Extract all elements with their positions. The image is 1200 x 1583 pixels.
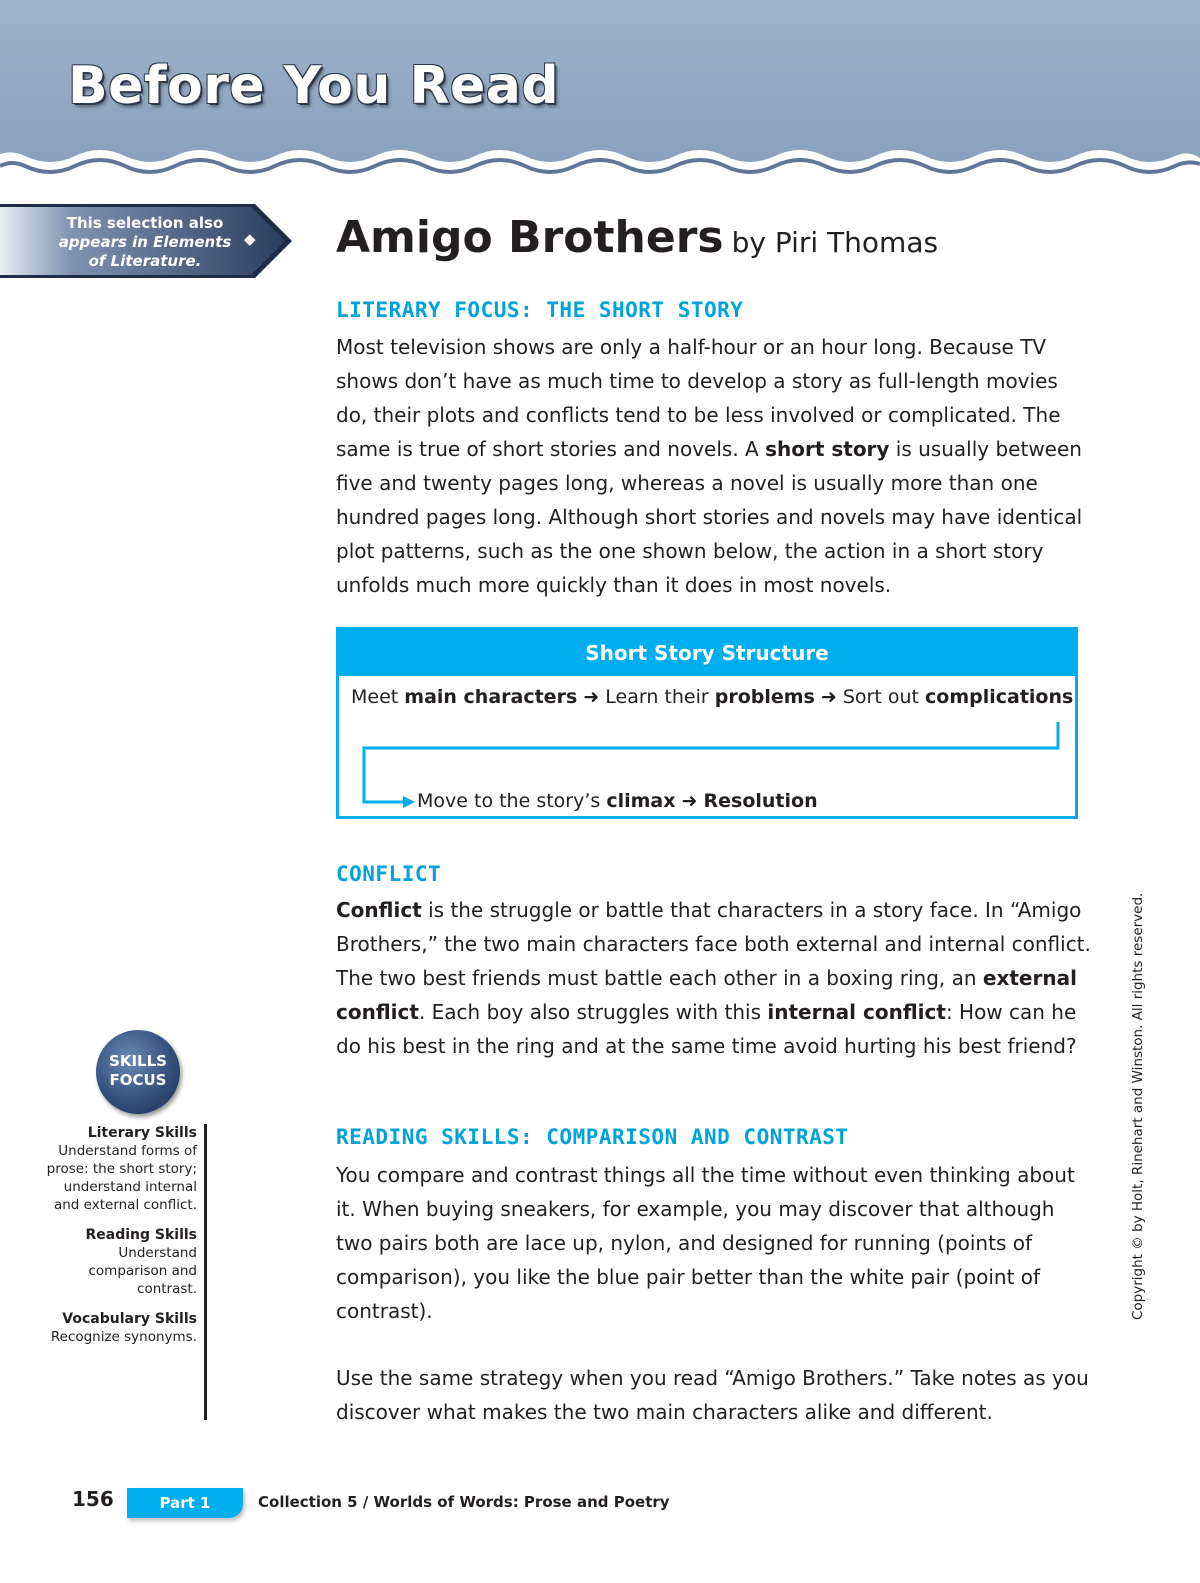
conflict-text-3: : How can he do his best in the ring and at the same time avoid hurting his best friend?: [336, 1000, 1077, 1058]
conflict-text-1: is the struggle or battle that characters in a story face. In “Amigo Brothers,” the two main characters face both external and internal conflict. The two best friends must battle each other in a boxing ring, an: [336, 898, 1091, 990]
title-author: by Piri Thomas: [731, 226, 939, 259]
literary-focus-body: [336, 330, 1091, 602]
skill-reading: [40, 1226, 204, 1298]
skill-title: Literary Skills: [87, 1125, 197, 1141]
page-banner: [0, 0, 1200, 200]
tab-line-3: of Literature.: [88, 252, 202, 270]
row1-text-4: ➜ Sort out: [814, 686, 925, 708]
skills-list: [40, 1124, 207, 1420]
reading-skills-text-1: You compare and contrast things all the time without even thinking about it. When buying sneakers, for example, you may discover that although two pairs both are lace up, nylon, and designed for running (points of comparison), you like the blue pair better than the white pair (point of contrast).: [336, 1163, 1075, 1323]
banner-title: Before You Read: [68, 56, 560, 116]
structure-heading: Short Story Structure: [339, 630, 1075, 676]
skill-description: Recognize synonyms.: [50, 1329, 197, 1345]
selection-title: [336, 212, 938, 263]
title-main: Amigo Brothers: [336, 212, 724, 263]
row1-bold-complications: complications: [925, 686, 1074, 708]
part-tab: Part 1: [127, 1488, 243, 1518]
skill-literary: [40, 1124, 204, 1214]
literary-focus-text-2: is usually between five and twenty pages long, whereas a novel is usually more than one hundred pages long. Although short stories and novels may have identical plot patterns, such as the one shown below, the action in a short story unfolds much more quickly than it does in most novels.: [336, 437, 1083, 597]
row2-bold-resolution: Resolution: [703, 790, 818, 812]
literary-focus-heading: LITERARY FOCUS: THE SHORT STORY: [336, 298, 744, 322]
skill-title: Reading Skills: [85, 1227, 197, 1243]
literary-focus-term: short story: [765, 437, 890, 461]
row1-text-0: Meet: [351, 686, 405, 708]
structure-row-1: [351, 686, 1073, 708]
also-appears-text: [50, 214, 240, 271]
internal-conflict-term: internal conflict: [767, 1000, 946, 1024]
structure-row-2: [417, 790, 818, 812]
reading-skills-heading: READING SKILLS: COMPARISON AND CONTRAST: [336, 1125, 849, 1149]
conflict-term: Conflict: [336, 898, 422, 922]
tab-line-1: This selection also: [66, 214, 224, 232]
external-conflict-term: external conflict: [336, 966, 1077, 1024]
row1-bold-main-characters: main characters: [404, 686, 578, 708]
conflict-body: [336, 893, 1091, 1063]
skills-focus-badge-text: [96, 1052, 180, 1090]
row1-bold-problems: problems: [714, 686, 815, 708]
row2-bold-climax: climax: [606, 790, 676, 812]
skill-description: Understand forms of prose: the short story; understand internal and external conflict.: [46, 1143, 197, 1213]
row1-text-2: ➜ Learn their: [577, 686, 715, 708]
row2-arrow: ➜: [675, 790, 704, 812]
skill-title: Vocabulary Skills: [62, 1311, 197, 1327]
skill-description: Understand comparison and contrast.: [88, 1245, 197, 1297]
skills-focus-badge: [96, 1030, 180, 1114]
badge-line-2: FOCUS: [109, 1071, 167, 1089]
page-number: 156: [72, 1487, 114, 1511]
conflict-text-2: . Each boy also struggles with this: [418, 1000, 768, 1024]
collection-title: Collection 5 / Worlds of Words: Prose and Poetry: [258, 1493, 670, 1511]
row2-text-0: Move to the story’s: [417, 790, 607, 812]
conflict-heading: CONFLICT: [336, 862, 442, 886]
tab-line-2: appears in Elements: [58, 233, 232, 251]
reading-skills-text-2: Use the same strategy when you read “Amigo Brothers.” Take notes as you discover what makes the two main characters alike and different.: [336, 1366, 1089, 1424]
short-story-structure-box: [336, 627, 1078, 819]
copyright-notice: Copyright © by Holt, Rinehart and Winston. All rights reserved.: [1130, 892, 1146, 1320]
reading-skills-body-2: [336, 1361, 1091, 1429]
badge-line-1: SKILLS: [109, 1052, 167, 1070]
reading-skills-body-1: [336, 1158, 1091, 1328]
literary-focus-text-1: Most television shows are only a half-hour or an hour long. Because TV shows don’t have as much time to develop a story as full-length movies do, their plots and conflicts tend to be less involved or complicated. The same is true of short stories and novels. A: [336, 335, 1061, 461]
diamond-icon: ◆: [244, 230, 256, 248]
skill-vocabulary: [40, 1310, 204, 1346]
